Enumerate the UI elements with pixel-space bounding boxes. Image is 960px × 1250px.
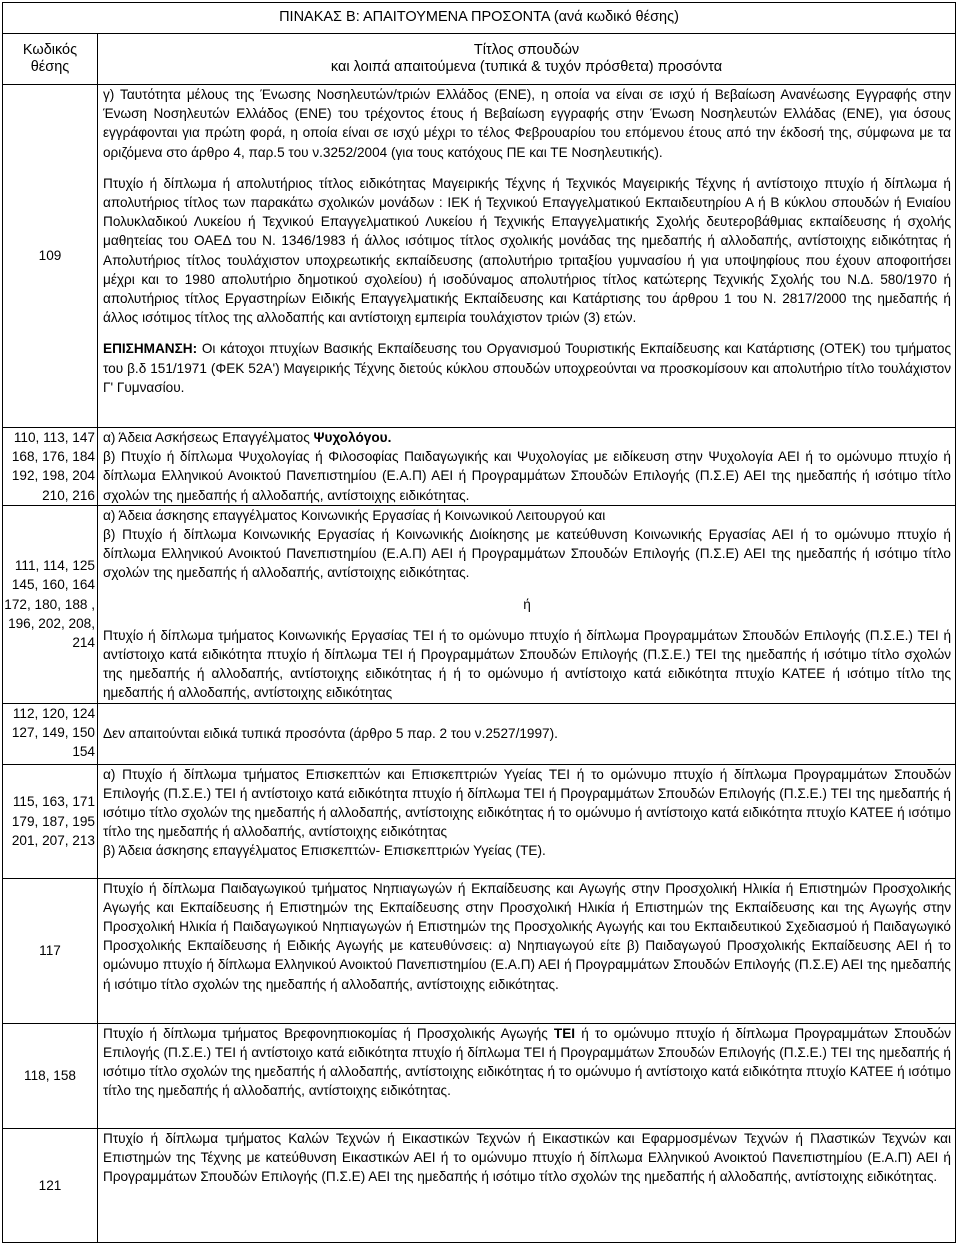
requirement-text-part: ή το ομώνυμο πτυχίο ή δίπλωμα Προγραμμάτων Σπουδών Επιλογής (Π.Σ.Ε.) ΤΕΙ ή αντίστοιχο κατά ειδικότητα πτυχίο ή δίπλωμα ΤΕΙ ή Προγραμμάτων Σπουδών Επιλογής (Π.Σ.Ε.) ΤΕΙ της ημεδαπής ή ισότιμο τίτλο σχολών της ημεδαπής ή αλλοδαπής, αντίστοιχης ειδικότητας ή το ομώνυμο ή αντίστοιχο κατά ειδικότητα πτυχίο ΚΑΤΕΕ ή ισότιμο τίτλο της ημεδαπής ή αλλοδαπής, αντίστοιχης ειδικότητας. <box>103 1025 952 1099</box>
header-title-column <box>98 34 956 85</box>
header-title-line1: Τίτλος σπουδών <box>473 42 580 58</box>
code-118: 118, 158 <box>24 1068 76 1084</box>
requirement-paragraph: α) Πτυχίο ή δίπλωμα τμήματος Επισκεπτών και Επισκεπτριών Υγείας ΤΕΙ ή το ομώνυμο πτυχίο ή δίπλωμα Προγραμμάτων Σπουδών Επιλογής (Π.Σ.Ε.) ΤΕΙ ή αντίστοιχο κατά ειδικότητα πτυχίο ή δίπλωμα ΤΕΙ ή Προγραμμάτων Σπουδών Επιλογής (Π.Σ.Ε.) ΤΕΙ της ημεδαπής ή ισότιμο τίτλο σχολών της ημεδαπής ή αλλοδαπής, αντίστοιχης ειδικότητας ή το ομώνυμο ή αντίστοιχο κατά ειδικότητα πτυχίο ΚΑΤΕΕ ή ισότιμο τίτλο της ημεδαπής ή αλλοδαπής, αντίστοιχης ειδικότητας <box>103 766 951 840</box>
note-text: Οι κάτοχοι πτυχίων Βασικής Εκπαίδευσης του Οργανισμού Τουριστικής Εκπαίδευσης και Κατάρτισης (ΟΤΕΚ) του τμήματος του β.δ 151/1971 (ΦΕΚ 52Α') Μαγειρικής Τέχνης διετούς κύκλου σπουδών υποχρεούνται να προσκομίσουν και απολυτήριο τίτλο τουλάχιστον Γ' Γυμνασίου. <box>103 341 951 395</box>
position-code <box>3 1128 98 1242</box>
requirement-paragraph: α) Άδεια άσκησης επαγγέλματος Κοινωνικής Εργασίας ή Κοινωνικού Λειτουργού και <box>103 507 606 523</box>
row-109 <box>3 85 956 428</box>
requirement-paragraph: Πτυχίο ή δίπλωμα τμήματος Κοινωνικής Εργασίας ΤΕΙ ή το ομώνυμο πτυχίο ή δίπλωμα Προγραμμάτων Σπουδών Επιλογής (Π.Σ.Ε.) ΤΕΙ ή αντίστοιχο κατά ειδικότητα πτυχίο ή δίπλωμα ΤΕΙ ή Προγραμμάτων Σπουδών Επιλογής (Π.Σ.Ε.) ΤΕΙ της ημεδαπής ή ισότιμο τίτλο σχολών της ημεδαπής ή αλλοδαπής, αντίστοιχης ειδικότητας ή ή το ομώνυμο ή αντίστοιχο κατά ειδικότητα πτυχίο ΚΑΤΕΕ ή ισότιμο τίτλο της ημεδαπής ή αλλοδαπής, αντίστοιχης ειδικότητας <box>103 627 951 701</box>
note-paragraph <box>103 339 951 397</box>
requirements-text <box>98 1023 956 1128</box>
requirements-text <box>98 878 956 1023</box>
requirement-paragraph <box>103 428 951 447</box>
header-row <box>3 34 956 85</box>
header-title-line2: και λοιπά απαιτούμενα (τυπικά & τυχόν πρόσθετα) προσόντα <box>330 59 723 75</box>
requirement-paragraph: Δεν απαιτούνται ειδικά τυπικά προσόντα (άρθρο 5 παρ. 2 του ν.2527/1997). <box>103 726 558 742</box>
table-title-row <box>3 3 956 34</box>
code-109: 109 <box>38 248 62 264</box>
code-121: 121 <box>38 1177 62 1193</box>
requirement-paragraph: Πτυχίο ή δίπλωμα τμήματος Καλών Τεχνών ή Εικαστικών Τεχνών ή Εικαστικών και Εφαρμοσμένων Τεχνών ή Πλαστικών Τεχνών και Επιστημών της Τέχνης με κατεύθυνση Εικαστικών ΑΕΙ ή το ομώνυμο πτυχίο ή δίπλωμα Ελληνικού Ανοικτού Πανεπιστημίου (Ε.Α.Π) ΑΕΙ ή Προγραμμάτων Σπουδών Επιλογής (Π.Σ.Ε) ΑΕΙ της ημεδαπής ή ισότιμο τίτλο σχολών της ημεδαπής ή αλλοδαπής, αντίστοιχης ειδικότητας. <box>103 1130 951 1185</box>
row-110 <box>3 428 956 506</box>
row-115 <box>3 764 956 878</box>
requirement-text-part: Πτυχίο ή δίπλωμα τμήματος Βρεφονηπιοκομίας ή Προσχολικής Αγωγής <box>103 1025 554 1041</box>
or-separator: ή <box>523 596 531 612</box>
requirement-emphasis: ΤΕΙ <box>553 1025 576 1041</box>
requirement-paragraph: γ) Ταυτότητα μέλους της Ένωσης Νοσηλευτών/τριών Ελλάδος (ΕΝΕ), η οποία να είναι σε ισχύ ή Βεβαίωση Ανανέωσης Εγγραφής στην Ένωση Νοσηλευτών Ελλάδος (ΕΝΕ) του τρέχοντος έτους ή Βεβαίωση εγγραφής στην Ένωση Νοσηλευτών Ελλάδας (ΕΝΕ), για όσους εγγράφονται για πρώτη φορά, η οποία είναι σε ισχύ μέχρι το τέλος Φεβρουαρίου του επόμενου έτους από την έκδοσή της, σύμφωνα με τα οριζόμενα στο άρθρο 4, παρ.5 του ν.3252/2004 (για τους κατόχους ΠΕ και ΤΕ Νοσηλευτικής). <box>103 87 951 160</box>
position-code <box>3 764 98 878</box>
row-121 <box>3 1128 956 1242</box>
position-code <box>3 505 98 703</box>
code-110: 110, 113, 147 168, 176, 184 192, 198, 204 210, 216 <box>11 430 95 503</box>
header-code-line2: θέσης <box>30 59 70 75</box>
requirements-text <box>98 703 956 764</box>
requirement-paragraph: Πτυχίο ή δίπλωμα ή απολυτήριος τίτλος ειδικότητας Μαγειρικής Τέχνης ή Τεχνικός Μαγειρικής Τέχνης ή αντίστοιχο πτυχίο ή δίπλωμα ή απολυτήριος τίτλος των παρακάτω σχολικών μονάδων : ΙΕΚ ή Τεχνικού Επαγγελματικού Εκπαιδευτηρίου Α ή Β κύκλου σπουδών ή Ενιαίου Πολυκλαδικού Λυκείου ή Τεχνικού Επαγγελματικού Λυκείου ή Τεχνικής Επαγγελματικής Σχολής δευτεροβάθμιας εκπαίδευσης ή σχολής μαθητείας του ΟΑΕΔ του Ν. 1346/1983 ή άλλος ισότιμος τίτλος σχολικής μονάδας της ημεδαπής ή αλλοδαπής, αντίστοιχης ειδικότητας ή Απολυτήριος τίτλος τουλάχιστον υποχρεωτικής εκπαίδευσης (απολυτήριο τριταξίου γυμνασίου ή για υποψηφίους που έχουν αποφοιτήσει μέχρι και το 1980 απολυτήριο δημοτικού σχολείου) ή ισοδύναμος απολυτήριος τίτλος κατώτερης Τεχνικής Σχολής του Ν.Δ. 580/1970 ή απολυτήριος τίτλος Εργαστηρίων Ειδικής Επαγγελματικής Εκπαίδευσης και Κατάρτισης του άρθρου 1 του Ν. 2817/2000 της ημεδαπής ή άλλος ισότιμος τίτλος της αλλοδαπής και αντίστοιχη εμπειρία τουλάχιστον τριών (3) ετών. <box>103 175 951 326</box>
requirements-text <box>98 85 956 428</box>
requirements-text <box>98 505 956 703</box>
requirements-text <box>98 428 956 506</box>
position-code <box>3 85 98 428</box>
requirement-paragraph <box>103 1024 951 1101</box>
position-code <box>3 428 98 506</box>
requirement-a-text: α) Άδεια Ασκήσεως Επαγγέλματος <box>103 430 314 445</box>
row-111 <box>3 505 956 703</box>
requirement-paragraph: β) Πτυχίο ή δίπλωμα Ψυχολογίας ή Φιλοσοφίας Παιδαγωγικής και Ψυχολογίας με ειδίκευση στην Ψυχολογία ΑΕΙ ή το ομώνυμο πτυχίο ή δίπλωμα Ελληνικού Ανοικτού Πανεπιστημίου (Ε.Α.Π) ΑΕΙ ή Προγραμμάτων Σπουδών Επιλογής (Π.Σ.Ε) ΑΕΙ της ημεδαπής ή ισότιμο τίτλο σχολών της ημεδαπής ή αλλοδαπής, αντίστοιχης ειδικότητας. <box>103 449 951 503</box>
requirement-paragraph: β) Άδεια άσκησης επαγγέλματος Επισκεπτών- Επισκεπτριών Υγείας (ΤΕ). <box>103 843 546 859</box>
requirements-text <box>98 764 956 878</box>
code-111: 111, 114, 125 145, 160, 164 172, 180, 188 , 196, 202, 208, 214 <box>4 558 95 651</box>
position-code <box>3 878 98 1023</box>
code-112: 112, 120, 124 127, 149, 150 154 <box>11 705 95 760</box>
requirement-a-emphasis: Ψυχολόγου. <box>313 430 392 445</box>
requirement-paragraph: Πτυχίο ή δίπλωμα Παιδαγωγικού τμήματος Νηπιαγωγών ή Εκπαίδευσης και Αγωγής στην Προσχολική Ηλικία ή Επιστημών Προσχολικής Αγωγής και Εκπαίδευσης ή Επιστημών της Εκπαίδευσης στην Προσχολική Ηλικία ή Επιστημών της Εκπαίδευσης και της Αγωγής στην Προσχολική Ηλικία ή Παιδαγωγικού Νηπιαγωγών ή Επιστημών της Προσχολικής Αγωγής και του Εκπαιδευτικού Σχεδιασμού ή Παιδαγωγικό Προσχολικής Εκπαίδευσης ή Ειδικής Αγωγής με κατευθύνσεις: α) Νηπιαγωγού είτε β) Παιδαγωγού Προσχολικής Εκπαίδευσης ΑΕΙ ή το ομώνυμο πτυχίο ή δίπλωμα Ελληνικού Ανοικτού Πανεπιστημίου (Ε.Α.Π) ΑΕΙ ή Προγραμμάτων Σπουδών Επιλογής (Π.Σ.Ε) ΑΕΙ της ημεδαπής ή ισότιμο τίτλο σχολών της ημεδαπής ή αλλοδαπής, αντίστοιχης ειδικότητας. <box>103 880 951 992</box>
position-code <box>3 703 98 764</box>
note-label: ΕΠΙΣΗΜΑΝΣΗ: <box>103 341 198 357</box>
row-112 <box>3 703 956 764</box>
code-117: 117 <box>39 943 61 959</box>
requirements-table <box>2 2 956 1243</box>
requirements-text <box>98 1128 956 1242</box>
code-115: 115, 163, 171 179, 187, 195 201, 207, 213 <box>11 794 95 848</box>
row-118 <box>3 1023 956 1128</box>
requirement-paragraph: β) Πτυχίο ή δίπλωμα Κοινωνικής Εργασίας ή Κοινωνικής Διοίκησης με κατεύθυνση Κοινωνικής Εργασίας ΑΕΙ ή το ομώνυμο πτυχίο ή δίπλωμα Ελληνικού Ανοικτού Πανεπιστημίου (Ε.Α.Π) ΑΕΙ ή Προγραμμάτων Σπουδών Επιλογής (Π.Σ.Ε) ΑΕΙ της ημεδαπής ή ισότιμο τίτλο σχολών της ημεδαπής ή αλλοδαπής, αντίστοιχης ειδικότητας. <box>103 527 951 581</box>
header-code-line1: Κωδικός <box>22 42 78 58</box>
header-code-column <box>3 34 98 85</box>
requirements-document <box>2 2 956 1248</box>
table-title: ΠΙΝΑΚΑΣ Β: ΑΠΑΙΤΟΥΜΕΝΑ ΠΡΟΣΟΝΤΑ (ανά κωδικό θέσης) <box>3 3 956 34</box>
position-code <box>3 1023 98 1128</box>
row-117 <box>3 878 956 1023</box>
